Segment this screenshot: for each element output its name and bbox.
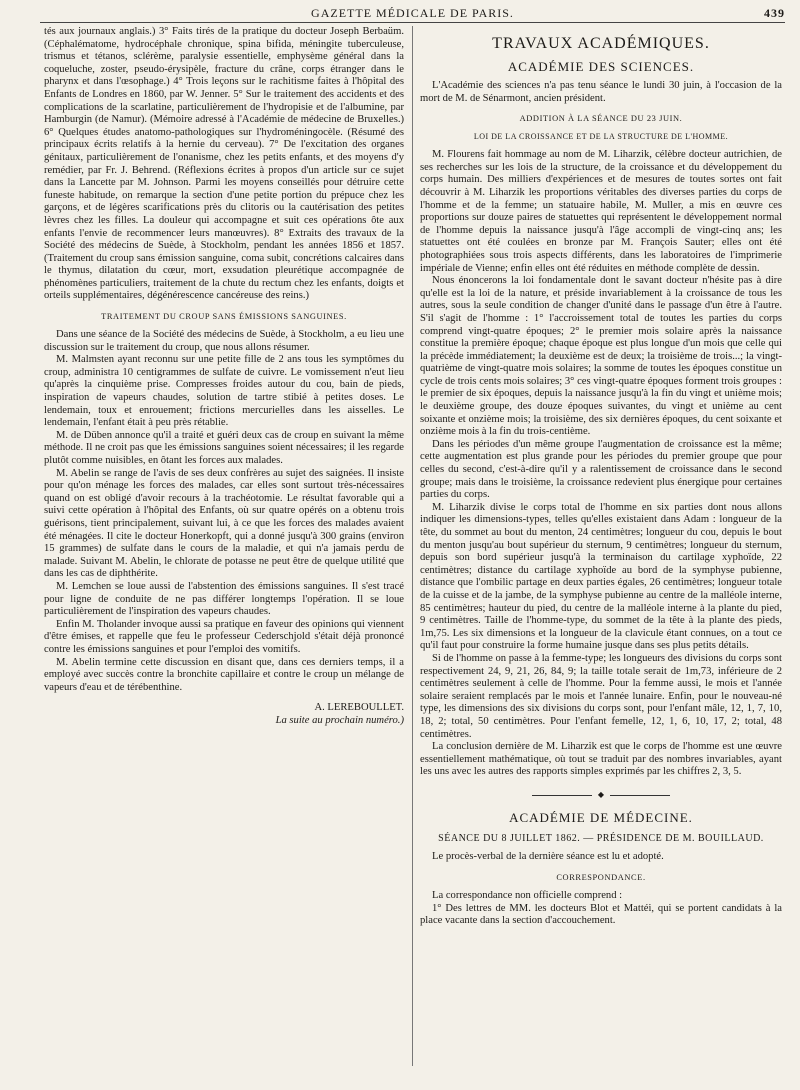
bibliography-paragraph: tés aux journaux anglais.) 3° Faits tirés de la pratique du docteur Joseph Berbaüm. (Céphalématome, hydrocéphale chronique, spina bifida, méningite tuberculeuse, trismus et tétanos, sclérème, paralysie essentielle, emphysème général dans la coqueluche, zoster, pseudo-érysipèle, fracture du crâne, corps étranger dans le pharynx et dans l'œsophage.) 4° Trois leçons sur le rachitisme faites à l'hôpital des Enfants de Londres en 1860, par W. Jenner. 5° Sur le traitement des accidents et des complications de la scarlatine, particulièrement de l'hydropisie et de l'albumine, par Hamburgin (de Namur). (Mémoire adressé à l'Académie de médecine de Bruxelles.) 6° Quelques études anatomo-pathologiques sur l'hydroméningocèle. (Résumé des principaux écrits relatifs à la hernie du cerveau). 7° De l'excitation des organes génitaux, particulièrement de l'onanisme, chez les petits enfants, et des moyens d'y remédier, par Fr. J. Behrend. (Réflexions écrites à propos d'un article sur ce sujet dans la Lancette par M. Johnson. Parmi les moyens conseillés pour détruire cette funeste habitude, on remarque la section d'une petite portion du prépuce chez les garçons, et de légères scarifications près du clitoris ou la cautérisation des petites lèvres chez les filles. La douleur qui accompagne et suit ces opérations ôte aux enfants l'envie de recommencer leurs manœuvres). 8° Extraits des travaux de la Société des médecins de Suède, à Stockholm, pendant les années 1856 et 1857. (Traitement du croup sans émission sanguine, coma subit, concrétions calcaires dans le thymus, dilatation du cœur, mort, exsudation pleurétique accompagnée de phénomènes particuliers, traitement de la chute du rectum chez les enfants, doigts et orteils supplémentaires, dégénérescence cancéreuse des reins.): [44, 26, 404, 302]
right-column: [420, 26, 782, 928]
continuation-note: La suite au prochain numéro.): [275, 714, 404, 726]
article-paragraph: M. Lemchen se loue aussi de l'abstention des émissions sanguines. Il s'est tracé pour ligne de conduite de ne pas différer longtemps l'opération. Il se loue particulièrement de l'inspiration des vapeurs chaudes.: [44, 580, 404, 618]
article-paragraph: M. de Düben annonce qu'il a traité et guéri deux cas de croup en suivant la même méthode. Il ne croit pas que les émissions sanguines soient nécessaires; il les regarde plutôt comme nuisibles, en ôtant les forces aux malades.: [44, 429, 404, 466]
article-paragraph: Dans les périodes d'un même groupe l'augmentation de croissance est la même; cette augmentation est plus grande pour les périodes du premier groupe que pour celles du second, c'est-à-dire qu'il y a ralentissement de croissance dans le second groupe; mais dans le troisième, la croissance redevient plus énergique pour certaines parties du corps.: [420, 438, 782, 501]
article-paragraph: M. Malmsten ayant reconnu sur une petite fille de 2 ans tous les symptômes du croup, administra 10 centigrammes de sulfate de cuivre. Le vomissement n'eut lieu qu'après la cinquième prise. Compresses froides autour du cou, bain de pieds, inspiration de vapeurs chaudes, solution de tartre stibié à petites doses. Le lendemain, toux et enrouement; frictions mercurielles dans les aisselles. Le lendemain, l'enfant était à peu près rétablie.: [44, 354, 404, 429]
academic-works-title: TRAVAUX ACADÉMIQUES.: [492, 35, 710, 52]
section-separator: ◆: [420, 789, 782, 799]
article-paragraph: M. Abelin se range de l'avis de ses deux confrères au sujet des saignées. Il insiste pour qu'on ménage les forces des malades, car elles sont surtout très-nécessaires quand on est obligé d'avoir recours à la trachéotomie. Le résultat favorable qui a suivi cette opération à l'hôpital des Enfants, où sur quatre opérés on a obtenu trois guérisons, tient principalement, suivant lui, à ce que les forces des malades avaient été ménagées. Il cite le docteur Honerkopft, qui a donné jusqu'à 300 grains (environ 15 grammes) de sulfate dans le cours de la maladie, et qui n'a jamais perdu de malade. Suivant M. Abelin, le chlorate de potasse ne peut être de quelque utilité que dans les cas de diphthérite.: [44, 467, 404, 580]
article-paragraph: Nous énoncerons la loi fondamentale dont le savant docteur n'hésite pas à dire qu'elle est la loi de la nature, et préside invariablement à la croissance de tous les autres, sous la seule condition de changer d'unité dans le passage d'un être à l'autre. S'il s'agit de l'homme : 1° l'accroissement total de toutes les parties du corps comprend vingt-quatre époques; 2° le premier mois solaire après la naissance constitue la première époque; chaque époque est plus longue d'un mois que celle qui la précède immédiatement; la deuxième est de deux; la troisième de trois...; la vingt-quatrième de vingt-quatre mois solaires; la somme de toutes les époques constitue un cycle de trois cents mois solaires; 3° ces vingt-quatre époques forment trois groupes : le premier de six époques, depuis la naissance jusqu'à la fin du vingt et unième mois; le deuxième groupe, des douze époques suivantes, du vingt et unième au cent soixante et onzième mois; la troisième, des six dernières époques, du cent soixante et onzième mois à la fin du trois-centième.: [420, 275, 782, 438]
journal-title: GAZETTE MÉDICALE DE PARIS.: [311, 6, 514, 20]
article-paragraph: M. Abelin termine cette discussion en disant que, dans ces derniers temps, il a employé avec succès contre la bronchite capillaire et contre le croup un mélange de vapeurs d'eau et de térébenthine.: [44, 656, 404, 693]
article-paragraph: La conclusion dernière de M. Liharzik est que le corps de l'homme est une œuvre essentiellement mathématique, où tout se traduit par des nombres invariables, ayant les uns avec les autres des rapports simples exprimés par les chiffres 2, 3, 5.: [420, 741, 782, 778]
addition-title: ADDITION À LA SÉANCE DU 23 JUIN.: [519, 114, 683, 124]
growth-law-title: LOI DE LA CROISSANCE ET DE LA STRUCTURE DE L'HOMME.: [473, 132, 729, 142]
minutes-line: Le procès-verbal de la dernière séance est lu et adopté.: [432, 851, 664, 863]
article-paragraph: Dans une séance de la Société des médecins de Suède, à Stockholm, a eu lieu une discussion sur le traitement du croup, que nous allons résumer.: [44, 329, 404, 353]
academy-sciences-title: ACADÉMIE DES SCIENCES.: [507, 59, 695, 74]
article-paragraph: Si de l'homme on passe à la femme-type; les longueurs des divisions du corps sont respectivement 24, 9, 21, 26, 84, 9; la taille totale serait de 1m,73, inférieure de 2 centimètres seulement à celle de l'homme. Pour la femme aussi, le mois et l'année solaire seraient remplacés par le mois et l'année lunaire. Enfin, pour le nouveau-né type, les dimensions des six divisions du corps sont, pour l'enfant mâle, 12, 1, 7, 10, 18, 2; total, 50 centimètres. Pour l'enfant femelle, 12, 1, 6, 10, 17, 2; total, 48 centimètres.: [420, 652, 782, 740]
croup-section-title: TRAITEMENT DU CROUP SANS ÉMISSIONS SANGUINES.: [101, 312, 347, 322]
column-divider: [412, 26, 413, 1066]
article-paragraph: M. Flourens fait hommage au nom de M. Liharzik, célèbre docteur autrichien, de ses recherches sur les lois de la structure, de la croissance et du développement du corps humain. Des milliers d'expériences et de mesures de toutes sortes ont fait découvrir à M. Liharzik les proportions véritables des diverses parties du corps de l'homme et de la femme; un statuaire habile, M. Muller, a mis en œuvre ces proportions sur douze paires de statuettes qui représentent le développement normal de l'homme depuis la naissance jusqu'à l'âge accompli de vingt-cinq ans; les statuettes ont été coulées en bronze par M. François Sauter; elles ont été photographiées sous trois aspects différents, dans les laboratoires de l'imprimerie impériale de Vienne; enfin elles ont été réduites en méthode complète de dessin.: [420, 149, 782, 274]
article-paragraph: M. Liharzik divise le corps total de l'homme en six parties dont nous allons indiquer les dimensions-types, telles qu'elles existaient dans Adam : longueur de la tête, du sommet au bout du menton, 24 centimètres; longueur du cou, depuis le bout du menton jusqu'au bout supérieur du sternum, 9 centimètres; longueur du sternum, depuis son bord supérieur jusqu'à la terminaison du cartilage xyphoïde, 22 centimètres; distance du cartilage xyphoïde au bord de la symphyse pubienne, distance que l'ombilic partage en deux parties égales, 26 centimètres; longueur totale de la cuisse et de la jambe, de la symphyse pubienne au centre de la malléole interne, 85 centimètres; hauteur du pied, du centre de la malléole interne à la plante du pied, 9 centimètres. Taille de l'homme-type, du sommet de la tête à la plante des pieds, 1m,75. Les six dimensions et la longueur de la clavicule étant connues, on a tout ce qu'il faut pour construire la forme humaine jusque dans ses plus petits détails.: [420, 501, 782, 652]
left-column: [44, 26, 404, 727]
page-header: [40, 4, 785, 23]
sciences-intro: L'Académie des sciences n'a pas tenu séance le lundi 30 juin, à l'occasion de la mort de M. de Sénarmont, ancien président.: [420, 80, 782, 104]
session-line: SÉANCE DU 8 JUILLET 1862. — PRÉSIDENCE DE M. BOUILLAUD.: [438, 832, 764, 844]
author-signature: A. LEREBOULLET.: [314, 702, 404, 714]
academy-medicine-title: ACADÉMIE DE MÉDECINE.: [509, 809, 693, 825]
article-paragraph: Enfin M. Tholander invoque aussi sa pratique en faveur des opinions qui viennent d'être émises, et rappelle que feu le professeur Cederschjold s'était déjà prononcé contre les émissions sanguines et pour l'emploi des vomitifs.: [44, 618, 404, 655]
correspondence-intro: La correspondance non officielle comprend :: [432, 890, 623, 902]
correspondence-item: 1° Des lettres de MM. les docteurs Blot et Mattéi, qui se portent candidats à la place vacante dans la section d'accouchement.: [420, 902, 782, 927]
correspondence-title: CORRESPONDANCE.: [556, 873, 646, 883]
page-number: 439: [764, 6, 785, 20]
